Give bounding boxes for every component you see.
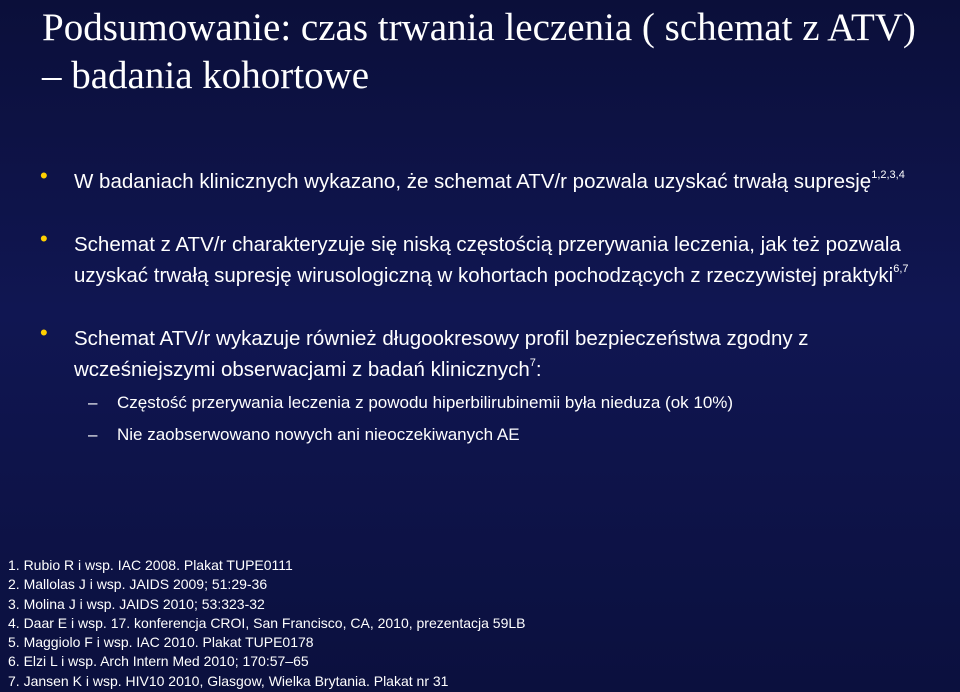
references xyxy=(8,556,908,691)
citation-sup: 1,2,3,4 xyxy=(871,169,905,181)
bullet-tail: : xyxy=(535,358,542,381)
dash-icon: – xyxy=(88,393,98,412)
reference-item: 7. Jansen K i wsp. HIV10 2010, Glasgow, Wielka Brytania. Plakat nr 31 xyxy=(8,672,449,689)
subbullet-text: Częstość przerywania leczenia z powodu hiperbilirubinemii była nieduza (ok 10%) xyxy=(117,393,734,412)
subbullet-item xyxy=(40,419,930,451)
reference-item: 6. Elzi L i wsp. Arch Intern Med 2010; 170:57–65 xyxy=(8,653,309,670)
bullet-dot-icon: • xyxy=(40,320,48,345)
reference-item: 5. Maggiolo F i wsp. IAC 2010. Plakat TUPE0178 xyxy=(8,634,314,651)
bullet-text: W badaniach klinicznych wykazano, że schemat ATV/r pozwala uzyskać trwałą supresję xyxy=(74,170,872,193)
bullet-text: Schemat z ATV/r charakteryzuje się niską częstością przerywania leczenia, jak też pozwala uzyskać trwałą supresję wirusologiczną w kohortach pochodzących z rzeczywistej praktyki xyxy=(74,233,901,287)
bullet-dot-icon: • xyxy=(40,163,48,188)
bullet-dot-icon: • xyxy=(40,226,48,251)
bullet-item xyxy=(40,163,930,197)
reference-item: 2. Mallolas J i wsp. JAIDS 2009; 51:29-36 xyxy=(8,576,268,593)
dash-icon: – xyxy=(88,425,98,444)
slide-title: Podsumowanie: czas trwania leczenia ( schemat z ATV) – badania kohortowe xyxy=(42,6,916,97)
citation-sup: 6,7 xyxy=(893,263,909,275)
subbullet-item xyxy=(40,387,930,419)
reference-item: 3. Molina J i wsp. JAIDS 2010; 53:323-32 xyxy=(8,595,265,612)
reference-item: 1. Rubio R i wsp. IAC 2008. Plakat TUPE0111 xyxy=(8,557,293,573)
bullet-list xyxy=(40,163,930,451)
bullet-item xyxy=(40,226,930,291)
subbullet-list xyxy=(40,387,930,451)
reference-item: 4. Daar E i wsp. 17. konferencja CROI, San Francisco, CA, 2010, prezentacja 59LB xyxy=(8,614,526,631)
citation-sup: 7 xyxy=(529,357,536,369)
subbullet-text: Nie zaobserwowano nowych ani nieoczekiwanych AE xyxy=(117,425,520,444)
bullet-item xyxy=(40,320,930,385)
bullet-text: Schemat ATV/r wykazuje również długookresowy profil bezpieczeństwa zgodny z wcześniejszymi obserwacjami z badań klinicznych xyxy=(74,327,809,381)
